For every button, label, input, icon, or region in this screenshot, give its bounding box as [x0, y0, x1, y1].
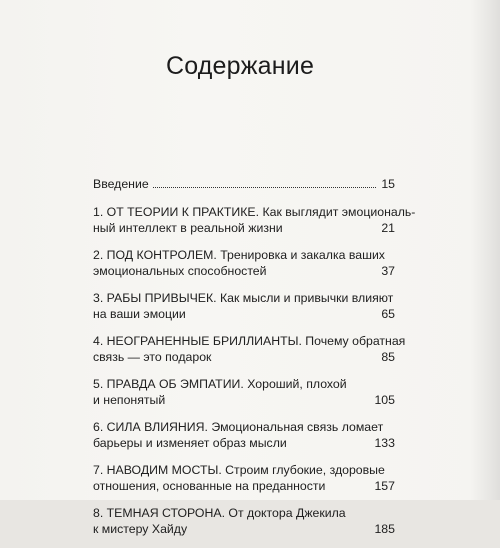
- toc-entry-chapter-2: [93, 247, 395, 279]
- toc-line: [93, 505, 395, 521]
- toc-line: [93, 204, 416, 220]
- toc-entry-chapter-3: [93, 290, 395, 322]
- toc-entry-title: 5. ПРАВДА ОБ ЭМПАТИИ. Хороший, плохой: [93, 377, 347, 391]
- table-of-contents: [93, 176, 416, 548]
- toc-entry-title: 4. НЕОГРАНЕННЫЕ БРИЛЛИАНТЫ. Почему обратная: [93, 334, 406, 348]
- toc-page-number: 21: [381, 221, 395, 235]
- toc-entry-chapter-6: [93, 419, 395, 451]
- toc-line: [93, 376, 395, 392]
- toc-entry-subtitle: к мистеру Хайду: [93, 522, 188, 536]
- toc-page-number: 85: [381, 350, 395, 364]
- toc-page-number: 65: [381, 307, 395, 321]
- toc-entry-chapter-7: [93, 462, 395, 494]
- toc-line: [93, 419, 395, 435]
- toc-line: [93, 247, 395, 263]
- toc-entry-title: 7. НАВОДИМ МОСТЫ. Строим глубокие, здоровые: [93, 463, 385, 477]
- toc-line: [93, 435, 395, 451]
- toc-page-number: 105: [374, 393, 395, 407]
- dot-leader: [153, 187, 377, 188]
- toc-page-number: 133: [374, 436, 395, 450]
- page-title: Содержание: [165, 52, 315, 80]
- toc-entry-subtitle: связь — это подарок: [93, 350, 212, 364]
- toc-page-number: 15: [381, 177, 395, 191]
- toc-entry-title: 2. ПОД КОНТРОЛЕМ. Тренировка и закалка ваших: [93, 248, 385, 262]
- toc-entry-subtitle: на ваши эмоции: [93, 307, 186, 321]
- toc-page-number: 157: [374, 479, 395, 493]
- toc-entry-subtitle: эмоциональных способностей: [93, 264, 267, 278]
- toc-entry-title: 8. ТЕМНАЯ СТОРОНА. От доктора Джекила: [93, 506, 346, 520]
- toc-entry-introduction: [93, 176, 395, 192]
- toc-entry-subtitle: ный интеллект в реальной жизни: [93, 221, 283, 235]
- toc-line: [93, 176, 395, 192]
- toc-line: [93, 478, 395, 494]
- toc-entry-title: 6. СИЛА ВЛИЯНИЯ. Эмоциональная связь ломает: [93, 420, 384, 434]
- toc-entry-subtitle: отношения, основанные на преданности: [93, 479, 326, 493]
- toc-line: [93, 392, 395, 408]
- toc-entry-subtitle: и непонятый: [93, 393, 166, 407]
- toc-line: [93, 521, 395, 537]
- toc-line: [93, 349, 395, 365]
- toc-entry-title: Введение: [93, 177, 149, 191]
- toc-line: [93, 306, 395, 322]
- toc-entry-title: 3. РАБЫ ПРИВЫЧЕК. Как мысли и привычки влияют: [93, 291, 394, 305]
- toc-entry-chapter-1: [93, 204, 416, 236]
- toc-entry-subtitle: барьеры и изменяет образ мысли: [93, 436, 287, 450]
- toc-entry-chapter-4: [93, 333, 406, 365]
- toc-entry-title: 1. ОТ ТЕОРИИ К ПРАКТИКЕ. Как выглядит эмоциональ-: [93, 205, 416, 219]
- toc-line: [93, 333, 406, 349]
- toc-line: [93, 263, 395, 279]
- toc-entry-chapter-5: [93, 376, 395, 408]
- toc-page-number: 185: [374, 522, 395, 536]
- toc-line: [93, 462, 395, 478]
- toc-line: [93, 290, 395, 306]
- toc-page-number: 37: [381, 264, 395, 278]
- toc-line: [93, 220, 395, 236]
- toc-entry-chapter-8: [93, 505, 395, 537]
